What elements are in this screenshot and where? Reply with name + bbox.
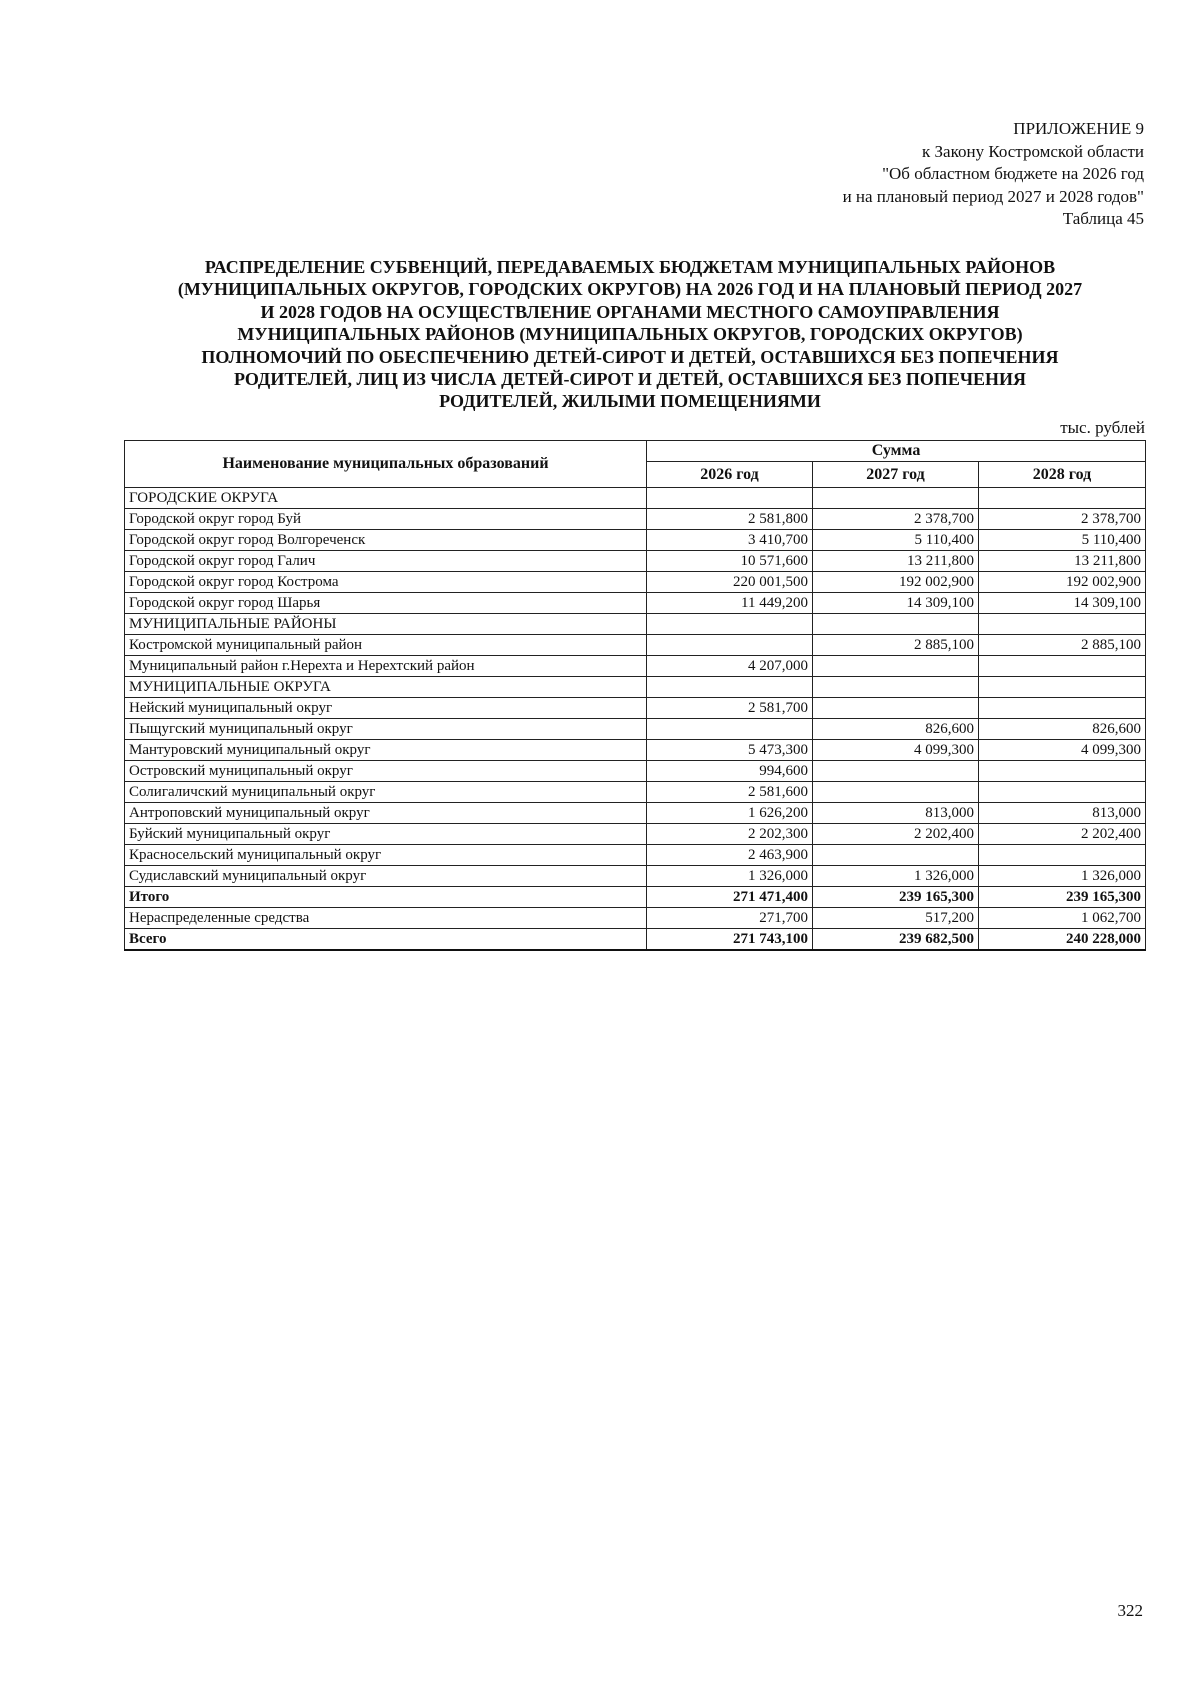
row-name: Антроповский муниципальный округ	[125, 803, 647, 824]
value-2028: 240 228,000	[979, 929, 1146, 951]
table-body	[125, 488, 1146, 951]
value-2028: 1 062,700	[979, 908, 1146, 929]
value-2028	[979, 845, 1146, 866]
table-row	[125, 530, 1146, 551]
value-2026	[647, 488, 813, 509]
value-2028	[979, 677, 1146, 698]
appendix-number: ПРИЛОЖЕНИЕ 9	[1013, 119, 1144, 138]
value-2026: 1 626,200	[647, 803, 813, 824]
table-row	[125, 719, 1146, 740]
table-row	[125, 824, 1146, 845]
value-2026: 1 326,000	[647, 866, 813, 887]
table-row	[125, 698, 1146, 719]
value-2026: 2 581,700	[647, 698, 813, 719]
value-2028: 239 165,300	[979, 887, 1146, 908]
value-2026	[647, 635, 813, 656]
value-2028: 4 099,300	[979, 740, 1146, 761]
table-row	[125, 551, 1146, 572]
table-row	[125, 887, 1146, 908]
value-2027	[813, 614, 979, 635]
value-2026: 11 449,200	[647, 593, 813, 614]
value-2028	[979, 698, 1146, 719]
value-2028	[979, 656, 1146, 677]
value-2026: 994,600	[647, 761, 813, 782]
value-2028	[979, 488, 1146, 509]
column-header-2028: 2028 год	[979, 462, 1146, 488]
table-row	[125, 908, 1146, 929]
row-name: Городской округ город Буй	[125, 509, 647, 530]
value-2026: 10 571,600	[647, 551, 813, 572]
value-2027: 192 002,900	[813, 572, 979, 593]
row-name: Городской округ город Галич	[125, 551, 647, 572]
value-2026: 220 001,500	[647, 572, 813, 593]
value-2028: 1 326,000	[979, 866, 1146, 887]
value-2027: 2 378,700	[813, 509, 979, 530]
row-name: МУНИЦИПАЛЬНЫЕ РАЙОНЫ	[125, 614, 647, 635]
row-name: Пыщугский муниципальный округ	[125, 719, 647, 740]
value-2028: 813,000	[979, 803, 1146, 824]
appendix-law: к Закону Костромской области	[922, 141, 1144, 161]
value-2028: 192 002,900	[979, 572, 1146, 593]
row-name: Нейский муниципальный округ	[125, 698, 647, 719]
column-header-name: Наименование муниципальных образований	[125, 441, 647, 488]
row-name: Судиславский муниципальный округ	[125, 866, 647, 887]
appendix-law-period: и на плановый период 2027 и 2028 годов"	[842, 186, 1144, 206]
table-row	[125, 509, 1146, 530]
title-line: РОДИТЕЛЕЙ, ЖИЛЫМИ ПОМЕЩЕНИЯМИ	[439, 391, 821, 412]
value-2027	[813, 488, 979, 509]
value-2028: 14 309,100	[979, 593, 1146, 614]
value-2026: 4 207,000	[647, 656, 813, 677]
value-2028	[979, 761, 1146, 782]
table-row	[125, 929, 1146, 951]
value-2027: 826,600	[813, 719, 979, 740]
title-line: И 2028 ГОДОВ НА ОСУЩЕСТВЛЕНИЕ ОРГАНАМИ МЕСТНОГО САМОУПРАВЛЕНИЯ	[260, 301, 1000, 322]
value-2027	[813, 845, 979, 866]
row-name: Итого	[125, 887, 647, 908]
value-2028: 5 110,400	[979, 530, 1146, 551]
value-2027: 517,200	[813, 908, 979, 929]
table-row	[125, 614, 1146, 635]
value-2026: 2 202,300	[647, 824, 813, 845]
value-2026	[647, 677, 813, 698]
value-2027	[813, 677, 979, 698]
value-2027: 239 682,500	[813, 929, 979, 951]
table-row	[125, 488, 1146, 509]
value-2027: 13 211,800	[813, 551, 979, 572]
value-2027: 239 165,300	[813, 887, 979, 908]
value-2027: 5 110,400	[813, 530, 979, 551]
row-name: Буйский муниципальный округ	[125, 824, 647, 845]
document-title	[110, 256, 1150, 413]
value-2027: 1 326,000	[813, 866, 979, 887]
title-line: РАСПРЕДЕЛЕНИЕ СУБВЕНЦИЙ, ПЕРЕДАВАЕМЫХ БЮДЖЕТАМ МУНИЦИПАЛЬНЫХ РАЙОНОВ	[204, 257, 1056, 277]
value-2026	[647, 614, 813, 635]
appendix-law-title: "Об областном бюджете на 2026 год	[882, 164, 1144, 184]
value-2028: 2 885,100	[979, 635, 1146, 656]
value-2026: 271,700	[647, 908, 813, 929]
value-2028	[979, 782, 1146, 803]
units-label: тыс. рублей	[1060, 418, 1145, 437]
table-number: Таблица 45	[1062, 209, 1144, 229]
value-2027: 14 309,100	[813, 593, 979, 614]
row-name: Солигаличский муниципальный округ	[125, 782, 647, 803]
row-name: Костромской муниципальный район	[125, 635, 647, 656]
row-name: Мантуровский муниципальный округ	[125, 740, 647, 761]
column-header-2026: 2026 год	[647, 462, 813, 488]
table-row	[125, 593, 1146, 614]
column-header-2027: 2027 год	[813, 462, 979, 488]
column-header-sum: Сумма	[647, 441, 1146, 462]
value-2026: 271 743,100	[647, 929, 813, 951]
value-2026: 2 581,800	[647, 509, 813, 530]
value-2027	[813, 782, 979, 803]
title-line: ПОЛНОМОЧИЙ ПО ОБЕСПЕЧЕНИЮ ДЕТЕЙ-СИРОТ И ДЕТЕЙ, ОСТАВШИХСЯ БЕЗ ПОПЕЧЕНИЯ	[201, 346, 1059, 367]
table-row	[125, 803, 1146, 824]
row-name: Красносельский муниципальный округ	[125, 845, 647, 866]
value-2026: 3 410,700	[647, 530, 813, 551]
value-2028: 13 211,800	[979, 551, 1146, 572]
page-number: 322	[1117, 1601, 1143, 1620]
row-name: Городской округ город Шарья	[125, 593, 647, 614]
table-row	[125, 761, 1146, 782]
row-name: Нераспределенные средства	[125, 908, 647, 929]
value-2026	[647, 719, 813, 740]
value-2027: 2 885,100	[813, 635, 979, 656]
table-row	[125, 782, 1146, 803]
table-row	[125, 656, 1146, 677]
value-2028: 2 378,700	[979, 509, 1146, 530]
table-row	[125, 740, 1146, 761]
value-2027: 813,000	[813, 803, 979, 824]
table-row	[125, 572, 1146, 593]
value-2028: 2 202,400	[979, 824, 1146, 845]
value-2026: 5 473,300	[647, 740, 813, 761]
value-2026: 271 471,400	[647, 887, 813, 908]
value-2027	[813, 761, 979, 782]
value-2028: 826,600	[979, 719, 1146, 740]
value-2027	[813, 698, 979, 719]
title-line: РОДИТЕЛЕЙ, ЛИЦ ИЗ ЧИСЛА ДЕТЕЙ-СИРОТ И ДЕТЕЙ, ОСТАВШИХСЯ БЕЗ ПОПЕЧЕНИЯ	[233, 369, 1027, 390]
row-name: Городской округ город Кострома	[125, 572, 647, 593]
value-2027: 4 099,300	[813, 740, 979, 761]
table-row	[125, 677, 1146, 698]
value-2026: 2 581,600	[647, 782, 813, 803]
table-row	[125, 845, 1146, 866]
row-name: Городской округ город Волгореченск	[125, 530, 647, 551]
row-name: Муниципальный район г.Нерехта и Нерехтский район	[125, 656, 647, 677]
table-row	[125, 635, 1146, 656]
title-line: МУНИЦИПАЛЬНЫХ РАЙОНОВ (МУНИЦИПАЛЬНЫХ ОКРУГОВ, ГОРОДСКИХ ОКРУГОВ)	[237, 324, 1023, 345]
row-name: Островский муниципальный округ	[125, 761, 647, 782]
title-line: (МУНИЦИПАЛЬНЫХ ОКРУГОВ, ГОРОДСКИХ ОКРУГОВ) НА 2026 ГОД И НА ПЛАНОВЫЙ ПЕРИОД 2027	[177, 279, 1083, 300]
table-row	[125, 866, 1146, 887]
row-name: ГОРОДСКИЕ ОКРУГА	[125, 488, 647, 509]
value-2027	[813, 656, 979, 677]
value-2027: 2 202,400	[813, 824, 979, 845]
appendix-header	[843, 118, 1144, 231]
value-2026: 2 463,900	[647, 845, 813, 866]
value-2028	[979, 614, 1146, 635]
subvention-table	[124, 440, 1146, 951]
row-name: Всего	[125, 929, 647, 951]
row-name: МУНИЦИПАЛЬНЫЕ ОКРУГА	[125, 677, 647, 698]
